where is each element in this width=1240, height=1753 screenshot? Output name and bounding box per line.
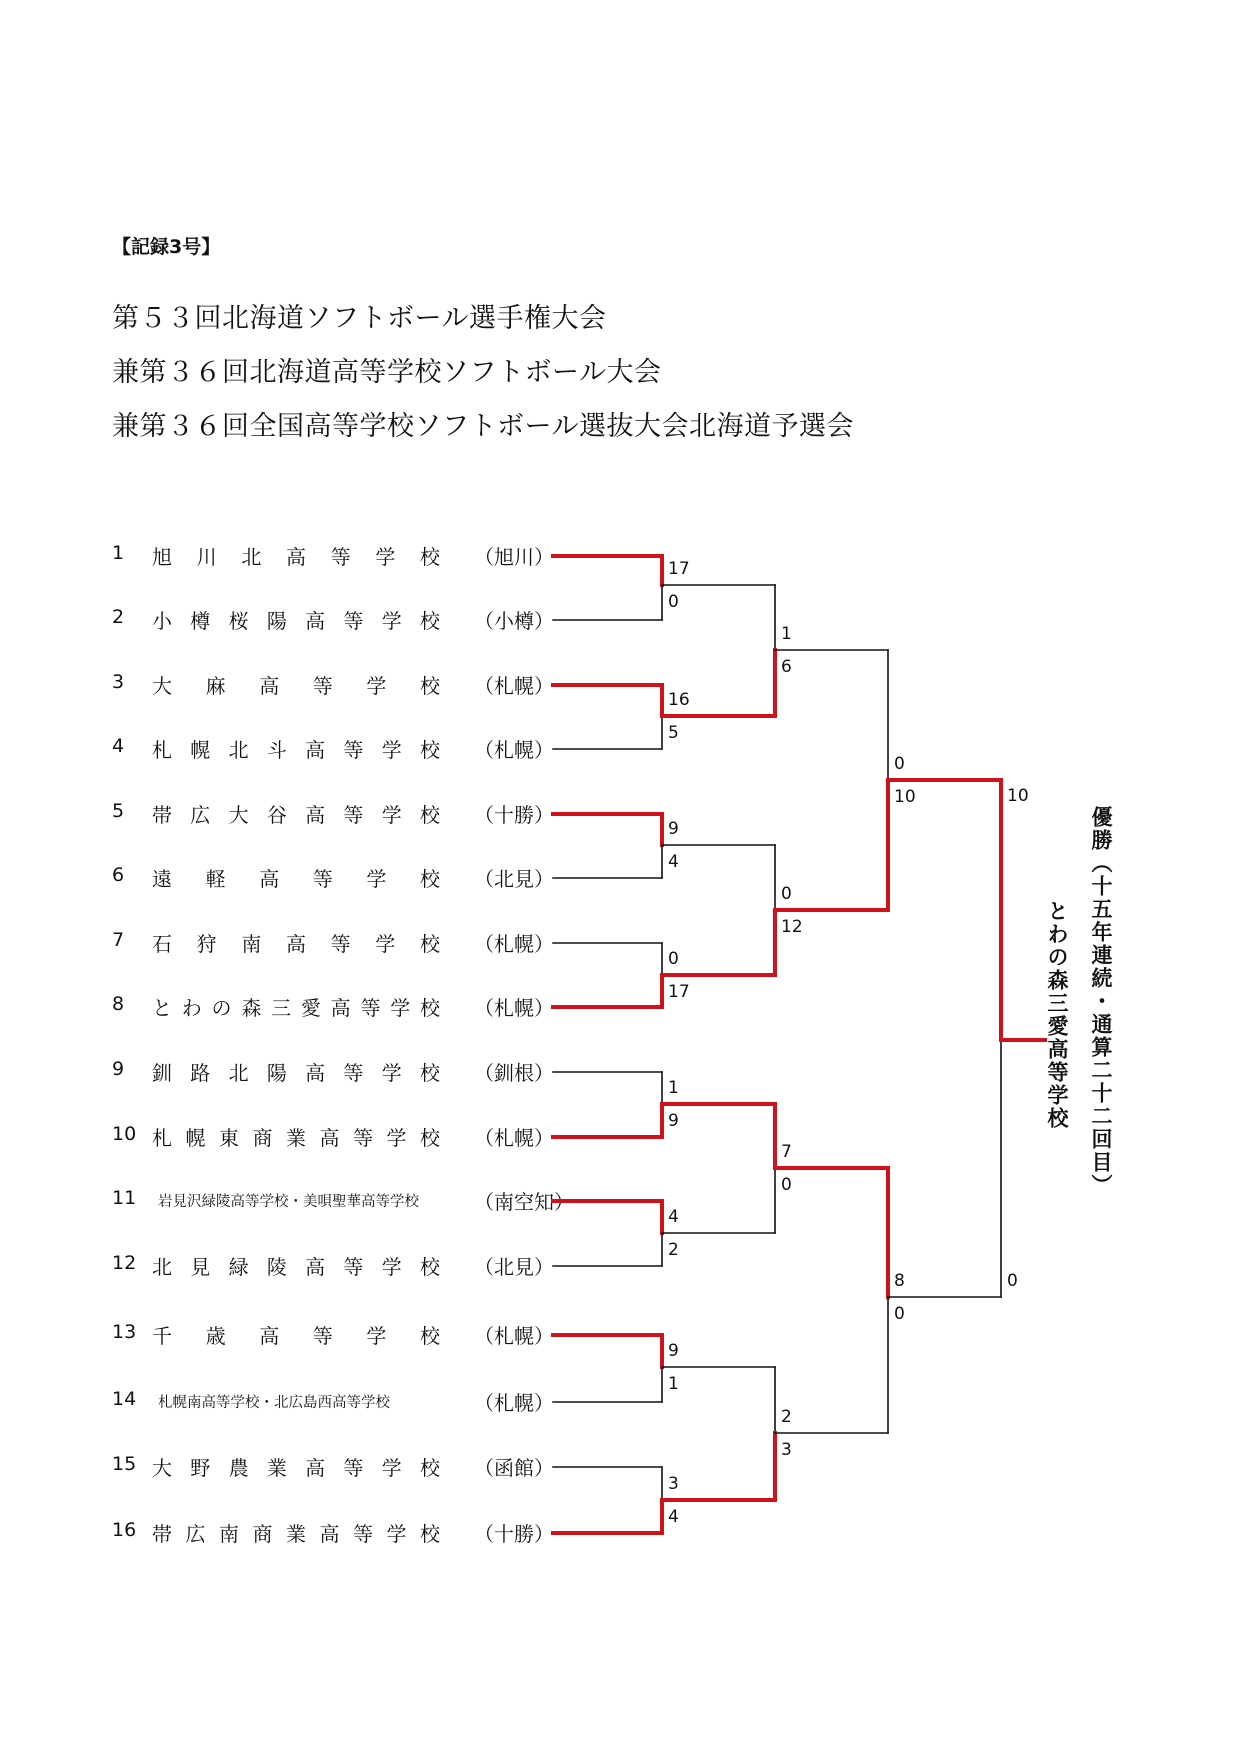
match-score-bottom: 4 [668, 1507, 679, 1527]
champion-school: とわの森三愛高等学校 [1045, 900, 1069, 1130]
match-score-bottom: 1 [668, 1374, 679, 1394]
match-score-top: 0 [668, 949, 679, 969]
tournament-subtitle-national-qualifier: 兼第３６回全国高等学校ソフトボール選抜大会北海道予選会 [112, 411, 854, 442]
match-score-top: 3 [668, 1474, 679, 1494]
tournament-subtitle-high-school: 兼第３６回北海道高等学校ソフトボール大会 [112, 357, 662, 388]
team-seed-number: 16 [112, 1519, 137, 1541]
match-score-bottom: 0 [894, 1304, 905, 1324]
team-name: とわの森三愛高等学校 [152, 996, 440, 1020]
match-score-bottom: 9 [668, 1111, 679, 1131]
team-name: 石狩南高等学校 [152, 932, 440, 956]
team-seed-number: 12 [112, 1252, 137, 1274]
match-score-top: 2 [781, 1407, 792, 1427]
team-region: （南空知） [474, 1190, 574, 1214]
team-region: （北見） [474, 1255, 554, 1279]
match-score-top: 16 [668, 690, 690, 710]
match-score-bottom: 0 [668, 592, 679, 612]
team-seed-number: 6 [112, 864, 125, 886]
match-score-top: 0 [781, 884, 792, 904]
team-seed-number: 9 [112, 1058, 125, 1080]
team-name: 遠軽高等学校 [152, 867, 440, 891]
match-score-bottom: 4 [668, 852, 679, 872]
team-seed-number: 3 [112, 671, 125, 693]
team-name: 岩見沢緑陵高等学校・美唄聖華高等学校 [158, 1194, 419, 1210]
team-seed-number: 10 [112, 1123, 137, 1145]
team-region: （北見） [474, 867, 554, 891]
match-score-bottom: 10 [894, 787, 916, 807]
team-region: （札幌） [474, 932, 554, 956]
team-region: （札幌） [474, 1324, 554, 1348]
team-seed-number: 5 [112, 800, 125, 822]
team-name: 帯広南商業高等学校 [152, 1522, 440, 1546]
team-name: 札幌東商業高等学校 [152, 1126, 440, 1150]
match-score-top: 7 [781, 1142, 792, 1162]
match-score-top: 1 [781, 624, 792, 644]
team-region: （札幌） [474, 1126, 554, 1150]
champion-label: 優勝（十五年連続・通算二十二回目） [1089, 806, 1113, 1197]
team-name: 大野農業高等学校 [152, 1456, 440, 1480]
team-seed-number: 1 [112, 542, 125, 564]
team-seed-number: 15 [112, 1453, 137, 1475]
team-seed-number: 13 [112, 1321, 137, 1343]
match-score-bottom: 3 [781, 1440, 792, 1460]
match-score-top: 0 [894, 754, 905, 774]
match-score-bottom: 0 [781, 1175, 792, 1195]
team-region: （札幌） [474, 1391, 554, 1415]
record-number: 【記録3号】 [112, 236, 221, 258]
team-region: （小樽） [474, 609, 554, 633]
team-region: （釧根） [474, 1061, 554, 1085]
team-region: （札幌） [474, 738, 554, 762]
match-score-top: 9 [668, 1341, 679, 1361]
team-name: 札幌北斗高等学校 [152, 738, 440, 762]
match-score-top: 17 [668, 559, 690, 579]
match-score-bottom: 12 [781, 917, 803, 937]
team-name: 帯広大谷高等学校 [152, 803, 440, 827]
team-name: 札幌南高等学校・北広島西高等学校 [158, 1395, 390, 1411]
team-seed-number: 4 [112, 735, 125, 757]
team-region: （札幌） [474, 674, 554, 698]
team-name: 大麻高等学校 [152, 674, 440, 698]
match-score-bottom: 2 [668, 1240, 679, 1260]
final-score-bottom: 0 [1007, 1271, 1018, 1291]
match-score-top: 9 [668, 819, 679, 839]
team-region: （札幌） [474, 996, 554, 1020]
match-score-bottom: 17 [668, 982, 690, 1002]
team-seed-number: 14 [112, 1388, 137, 1410]
team-name: 旭川北高等学校 [152, 545, 440, 569]
team-region: （十勝） [474, 1522, 554, 1546]
team-seed-number: 2 [112, 606, 125, 628]
team-name: 北見緑陵高等学校 [152, 1255, 440, 1279]
match-score-top: 1 [668, 1078, 679, 1098]
team-name: 小樽桜陽高等学校 [152, 609, 440, 633]
team-seed-number: 8 [112, 993, 125, 1015]
team-name: 千歳高等学校 [152, 1324, 440, 1348]
team-region: （旭川） [474, 545, 554, 569]
match-score-top: 4 [668, 1207, 679, 1227]
team-region: （十勝） [474, 803, 554, 827]
team-name: 釧路北陽高等学校 [152, 1061, 440, 1085]
tournament-title: 第５３回北海道ソフトボール選手権大会 [112, 303, 607, 334]
team-seed-number: 7 [112, 929, 125, 951]
final-score-top: 10 [1007, 786, 1029, 806]
match-score-bottom: 5 [668, 723, 679, 743]
team-region: （函館） [474, 1456, 554, 1480]
match-score-top: 8 [894, 1271, 905, 1291]
match-score-bottom: 6 [781, 657, 792, 677]
team-seed-number: 11 [112, 1187, 137, 1209]
